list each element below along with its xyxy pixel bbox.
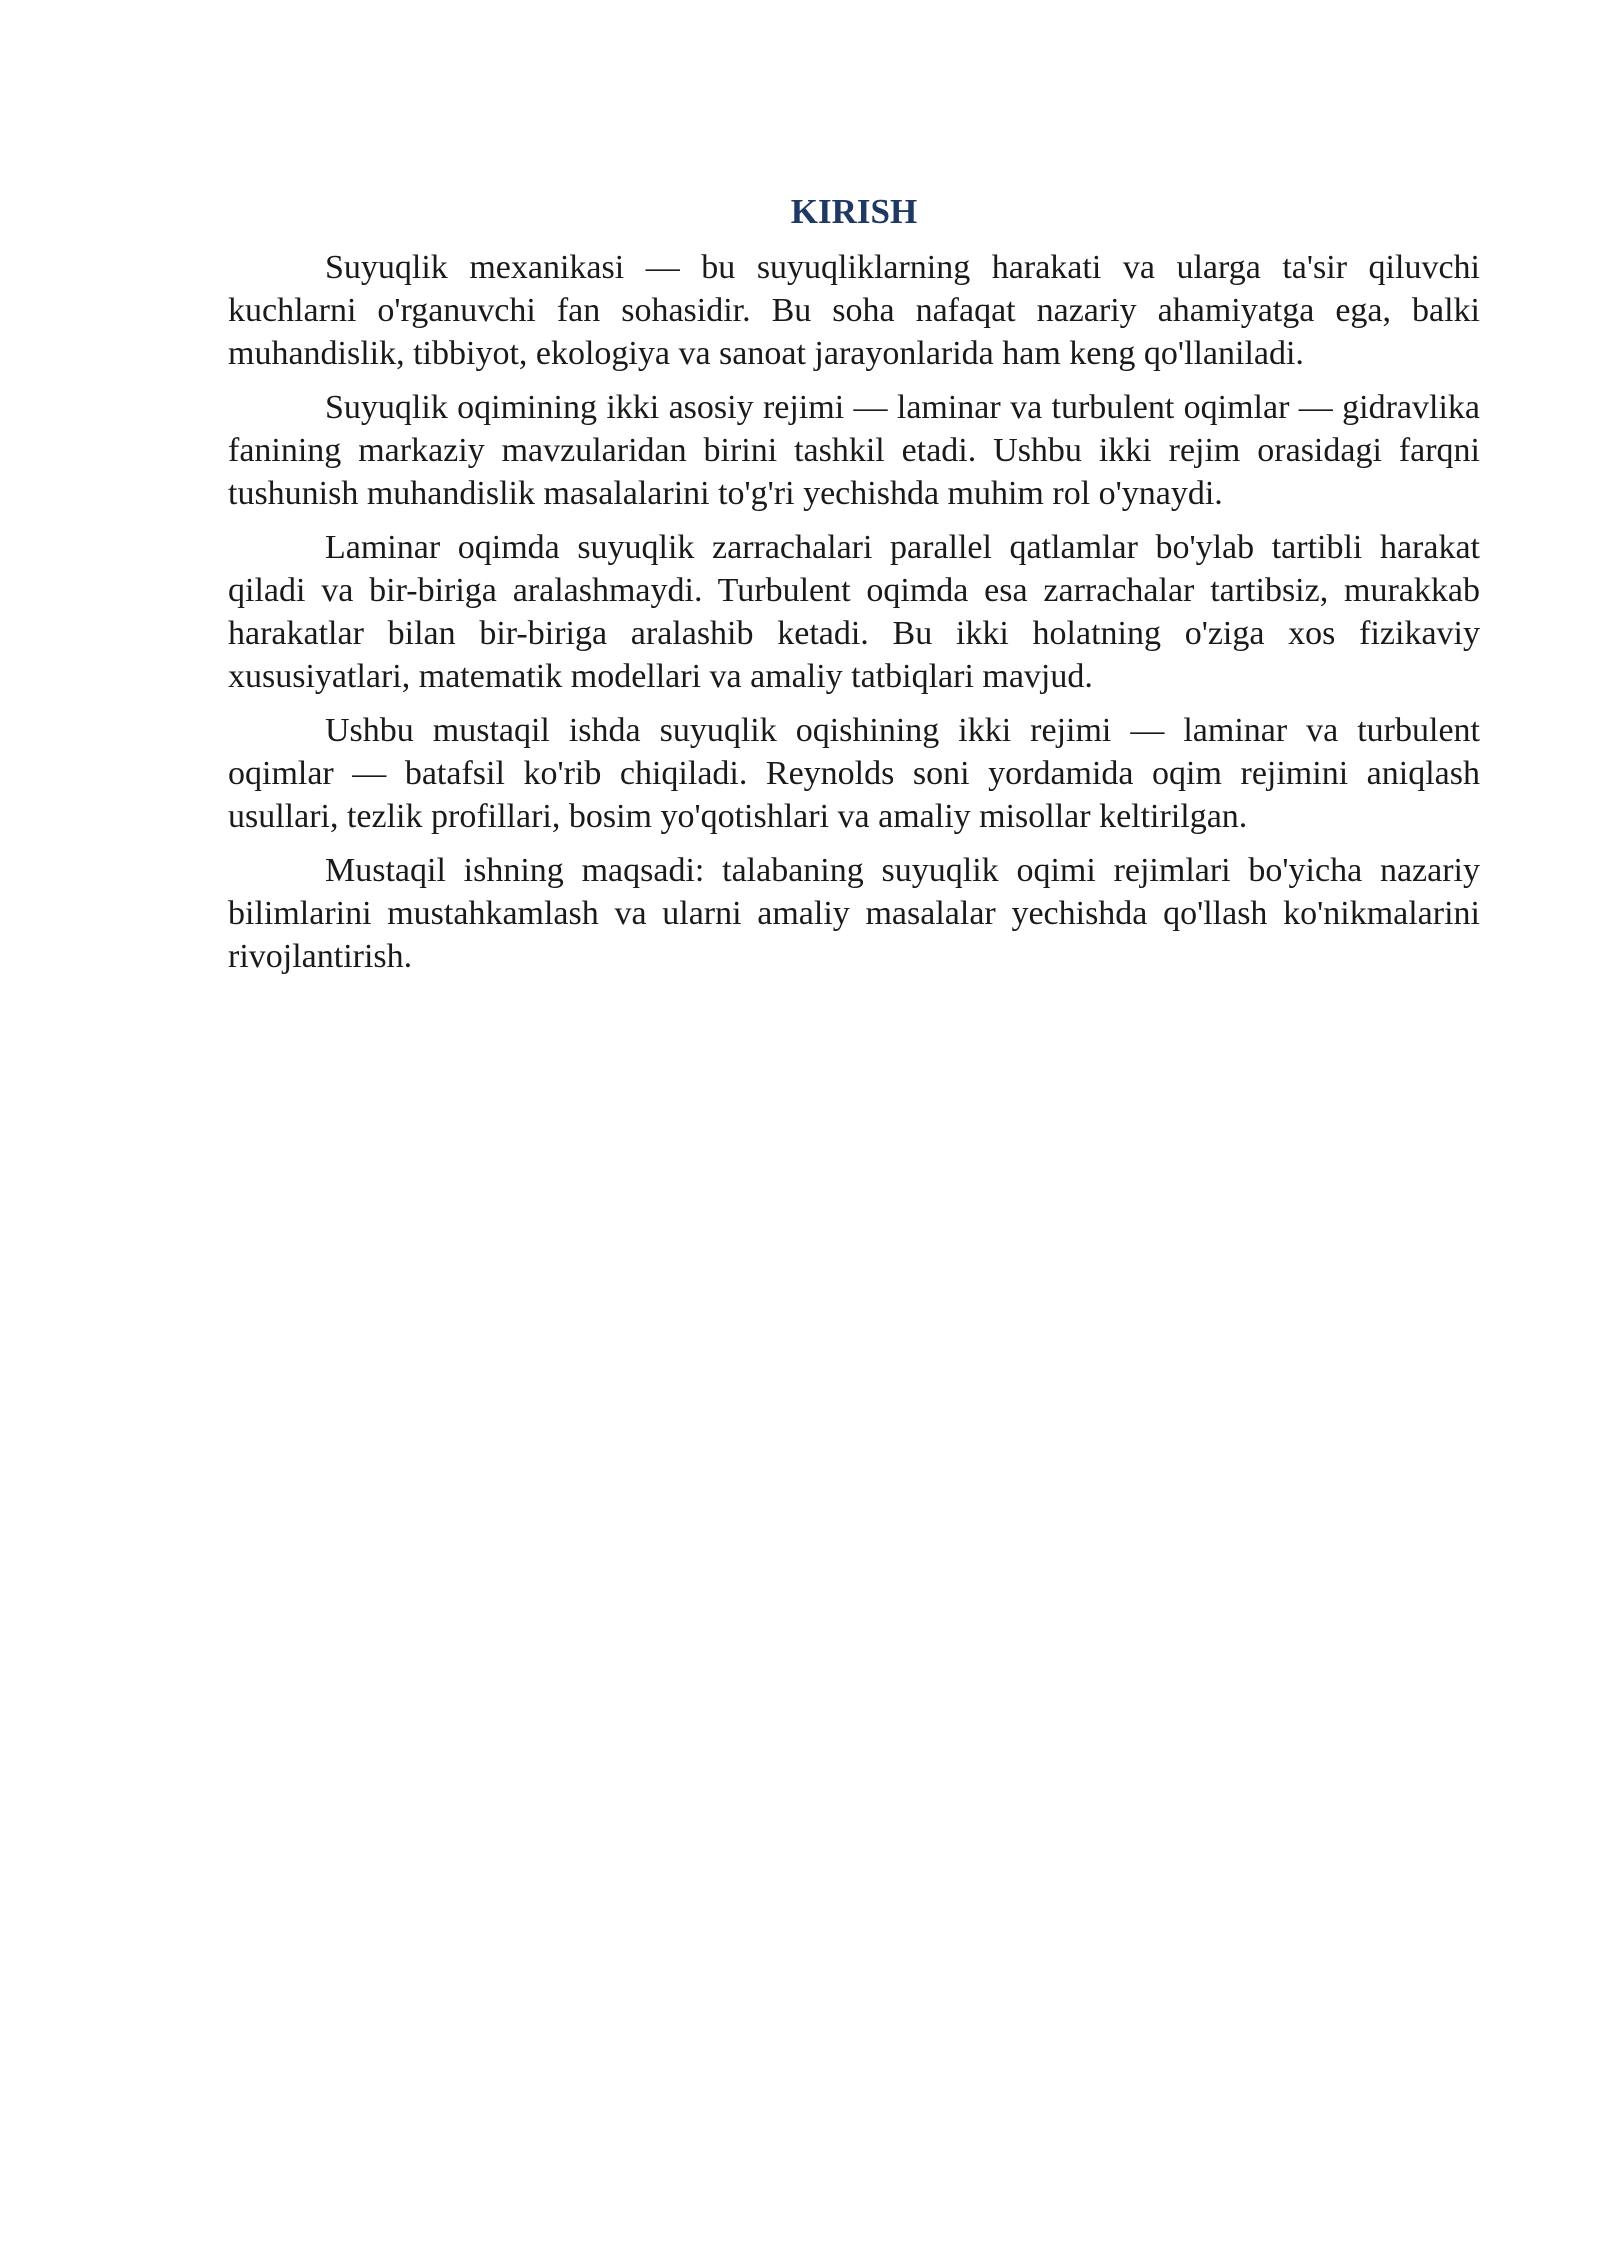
section-title: KIRISH: [790, 192, 918, 231]
paragraph-5: Mustaqil ishning maqsadi: talabaning suyuqlik oqimi rejimlari bo'yicha nazariy bilimlarini mustahkamlash va ularni amaliy masalalar yechishda qo'llash ko'nikmalarini rivojlantirish.: [228, 852, 1480, 975]
paragraph-4: Ushbu mustaqil ishda suyuqlik oqishining ikki rejimi — laminar va turbulent oqimlar — batafsil ko'rib chiqiladi. Reynolds soni yordamida oqim rejimini aniqlash usullari, tezlik profillari, bosim yo'qotishlari va amaliy misollar keltirilgan.: [228, 712, 1480, 835]
paragraph-3: Laminar oqimda suyuqlik zarrachalari parallel qatlamlar bo'ylab tartibli harakat qiladi va bir-biriga aralashmaydi. Turbulent oqimda esa zarrachalar tartibsiz, murakkab harakatlar bilan bir-biriga aralashib ketadi. Bu ikki holatning o'ziga xos fizikaviy xususiyatlari, matematik modellari va amaliy tatbiqlari mavjud.: [228, 529, 1480, 695]
paragraph-2: Suyuqlik oqimining ikki asosiy rejimi — laminar va turbulent oqimlar — gidravlika fanining markaziy mavzularidan birini tashkil etadi. Ushbu ikki rejim orasidagi farqni tushunish muhandislik masalalarini to'g'ri yechishda muhim rol o'ynaydi.: [228, 389, 1480, 512]
paragraph-1: Suyuqlik mexanikasi — bu suyuqliklarning harakati va ularga ta'sir qiluvchi kuchlarni o'rganuvchi fan sohasidir. Bu soha nafaqat nazariy ahamiyatga ega, balki muhandislik, tibbiyot, ekologiya va sanoat jarayonlarida ham keng qo'llaniladi.: [228, 249, 1480, 372]
document-body: [228, 190, 1480, 989]
